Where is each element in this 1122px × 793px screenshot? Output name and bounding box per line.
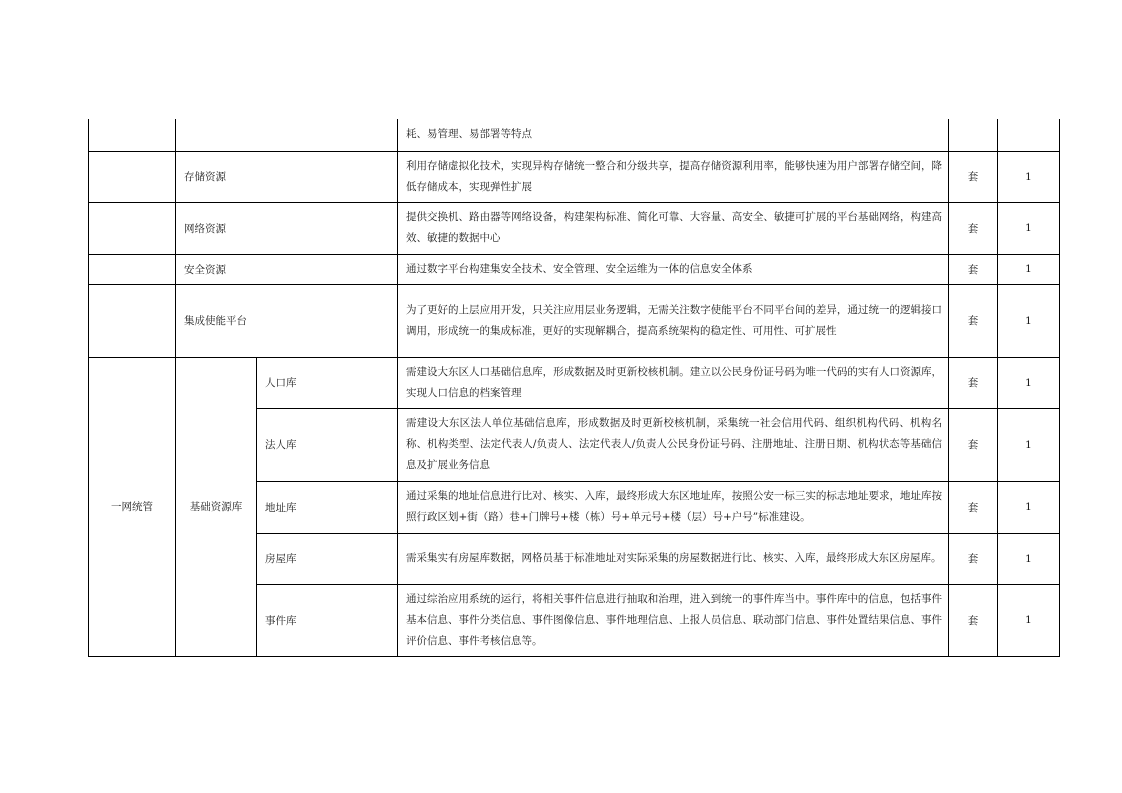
quantity-cell: 1 <box>998 254 1060 284</box>
quantity-cell: 1 <box>998 481 1060 533</box>
item-name-cell: 法人库 <box>257 408 398 481</box>
description-cell: 通过数字平台构建集安全技术、安全管理、安全运维为一体的信息安全体系 <box>398 254 949 284</box>
subcategory-cell: 基础资源库 <box>176 357 257 656</box>
item-name-cell: 安全资源 <box>176 254 398 284</box>
unit-cell: 套 <box>949 533 998 584</box>
category-cell <box>89 119 176 151</box>
description-cell: 需建设大东区人口基础信息库，形成数据及时更新校核机制。建立以公民身份证号码为唯一代码的实有人口资源库，实现人口信息的档案管理 <box>398 357 949 408</box>
unit-cell: 套 <box>949 481 998 533</box>
quantity-cell <box>998 119 1060 151</box>
table-row <box>89 357 1060 408</box>
item-name-cell: 存储资源 <box>176 151 398 202</box>
quantity-cell: 1 <box>998 584 1060 656</box>
description-cell: 需建设大东区法人单位基础信息库，形成数据及时更新校核机制，采集统一社会信用代码、组织机构代码、机构名称、机构类型、法定代表人/负责人、法定代表人/负责人公民身份证号码、注册地址、注册日期、机构状态等基础信息及扩展业务信息 <box>398 408 949 481</box>
item-name-cell: 人口库 <box>257 357 398 408</box>
item-name-cell: 集成使能平台 <box>176 284 398 357</box>
unit-cell: 套 <box>949 202 998 254</box>
unit-cell <box>949 119 998 151</box>
table-row <box>89 254 1060 284</box>
description-cell: 通过综治应用系统的运行，将相关事件信息进行抽取和治理，进入到统一的事件库当中。事件库中的信息，包括事件基本信息、事件分类信息、事件图像信息、事件地理信息、上报人员信息、联动部门信息、事件处置结果信息、事件评价信息、事件考核信息等。 <box>398 584 949 656</box>
unit-cell: 套 <box>949 584 998 656</box>
description-cell: 利用存储虚拟化技术，实现异构存储统一整合和分级共享，提高存储资源利用率，能够快速为用户部署存储空间，降低存储成本，实现弹性扩展 <box>398 151 949 202</box>
table-row <box>89 202 1060 254</box>
unit-cell: 套 <box>949 357 998 408</box>
item-name-cell: 网络资源 <box>176 202 398 254</box>
quantity-cell: 1 <box>998 533 1060 584</box>
item-name-cell: 事件库 <box>257 584 398 656</box>
quantity-cell: 1 <box>998 202 1060 254</box>
description-cell: 为了更好的上层应用开发，只关注应用层业务逻辑，无需关注数字使能平台不同平台间的差异，通过统一的逻辑接口调用，形成统一的集成标准，更好的实现解耦合，提高系统架构的稳定性、可用性、可扩展性 <box>398 284 949 357</box>
unit-cell: 套 <box>949 254 998 284</box>
quantity-cell: 1 <box>998 357 1060 408</box>
description-cell: 耗、易管理、易部署等特点 <box>398 119 949 151</box>
unit-cell: 套 <box>949 408 998 481</box>
category-cell <box>89 254 176 284</box>
item-name-cell: 地址库 <box>257 481 398 533</box>
item-name-cell: 房屋库 <box>257 533 398 584</box>
unit-cell: 套 <box>949 151 998 202</box>
quantity-cell: 1 <box>998 284 1060 357</box>
description-cell: 通过采集的地址信息进行比对、核实、入库，最终形成大东区地址库，按照公安一标三实的标志地址要求，地址库按照行政区划+街（路）巷+门牌号+楼（栋）号+单元号+楼（层）号+户号”标准建设。 <box>398 481 949 533</box>
table-row <box>89 284 1060 357</box>
quantity-cell: 1 <box>998 151 1060 202</box>
category-cell <box>89 284 176 357</box>
description-cell: 需采集实有房屋库数据，网格员基于标准地址对实际采集的房屋数据进行比、核实、入库，最终形成大东区房屋库。 <box>398 533 949 584</box>
quantity-cell: 1 <box>998 408 1060 481</box>
table-row <box>89 151 1060 202</box>
unit-cell: 套 <box>949 284 998 357</box>
description-cell: 提供交换机、路由器等网络设备，构建架构标准、简化可靠、大容量、高安全、敏捷可扩展的平台基础网络，构建高效、敏捷的数据中心 <box>398 202 949 254</box>
category-cell <box>89 202 176 254</box>
category-cell <box>89 151 176 202</box>
table-row <box>89 119 1060 151</box>
requirements-table <box>88 119 1060 657</box>
item-name-cell <box>176 119 398 151</box>
category-cell: 一网统管 <box>89 357 176 656</box>
